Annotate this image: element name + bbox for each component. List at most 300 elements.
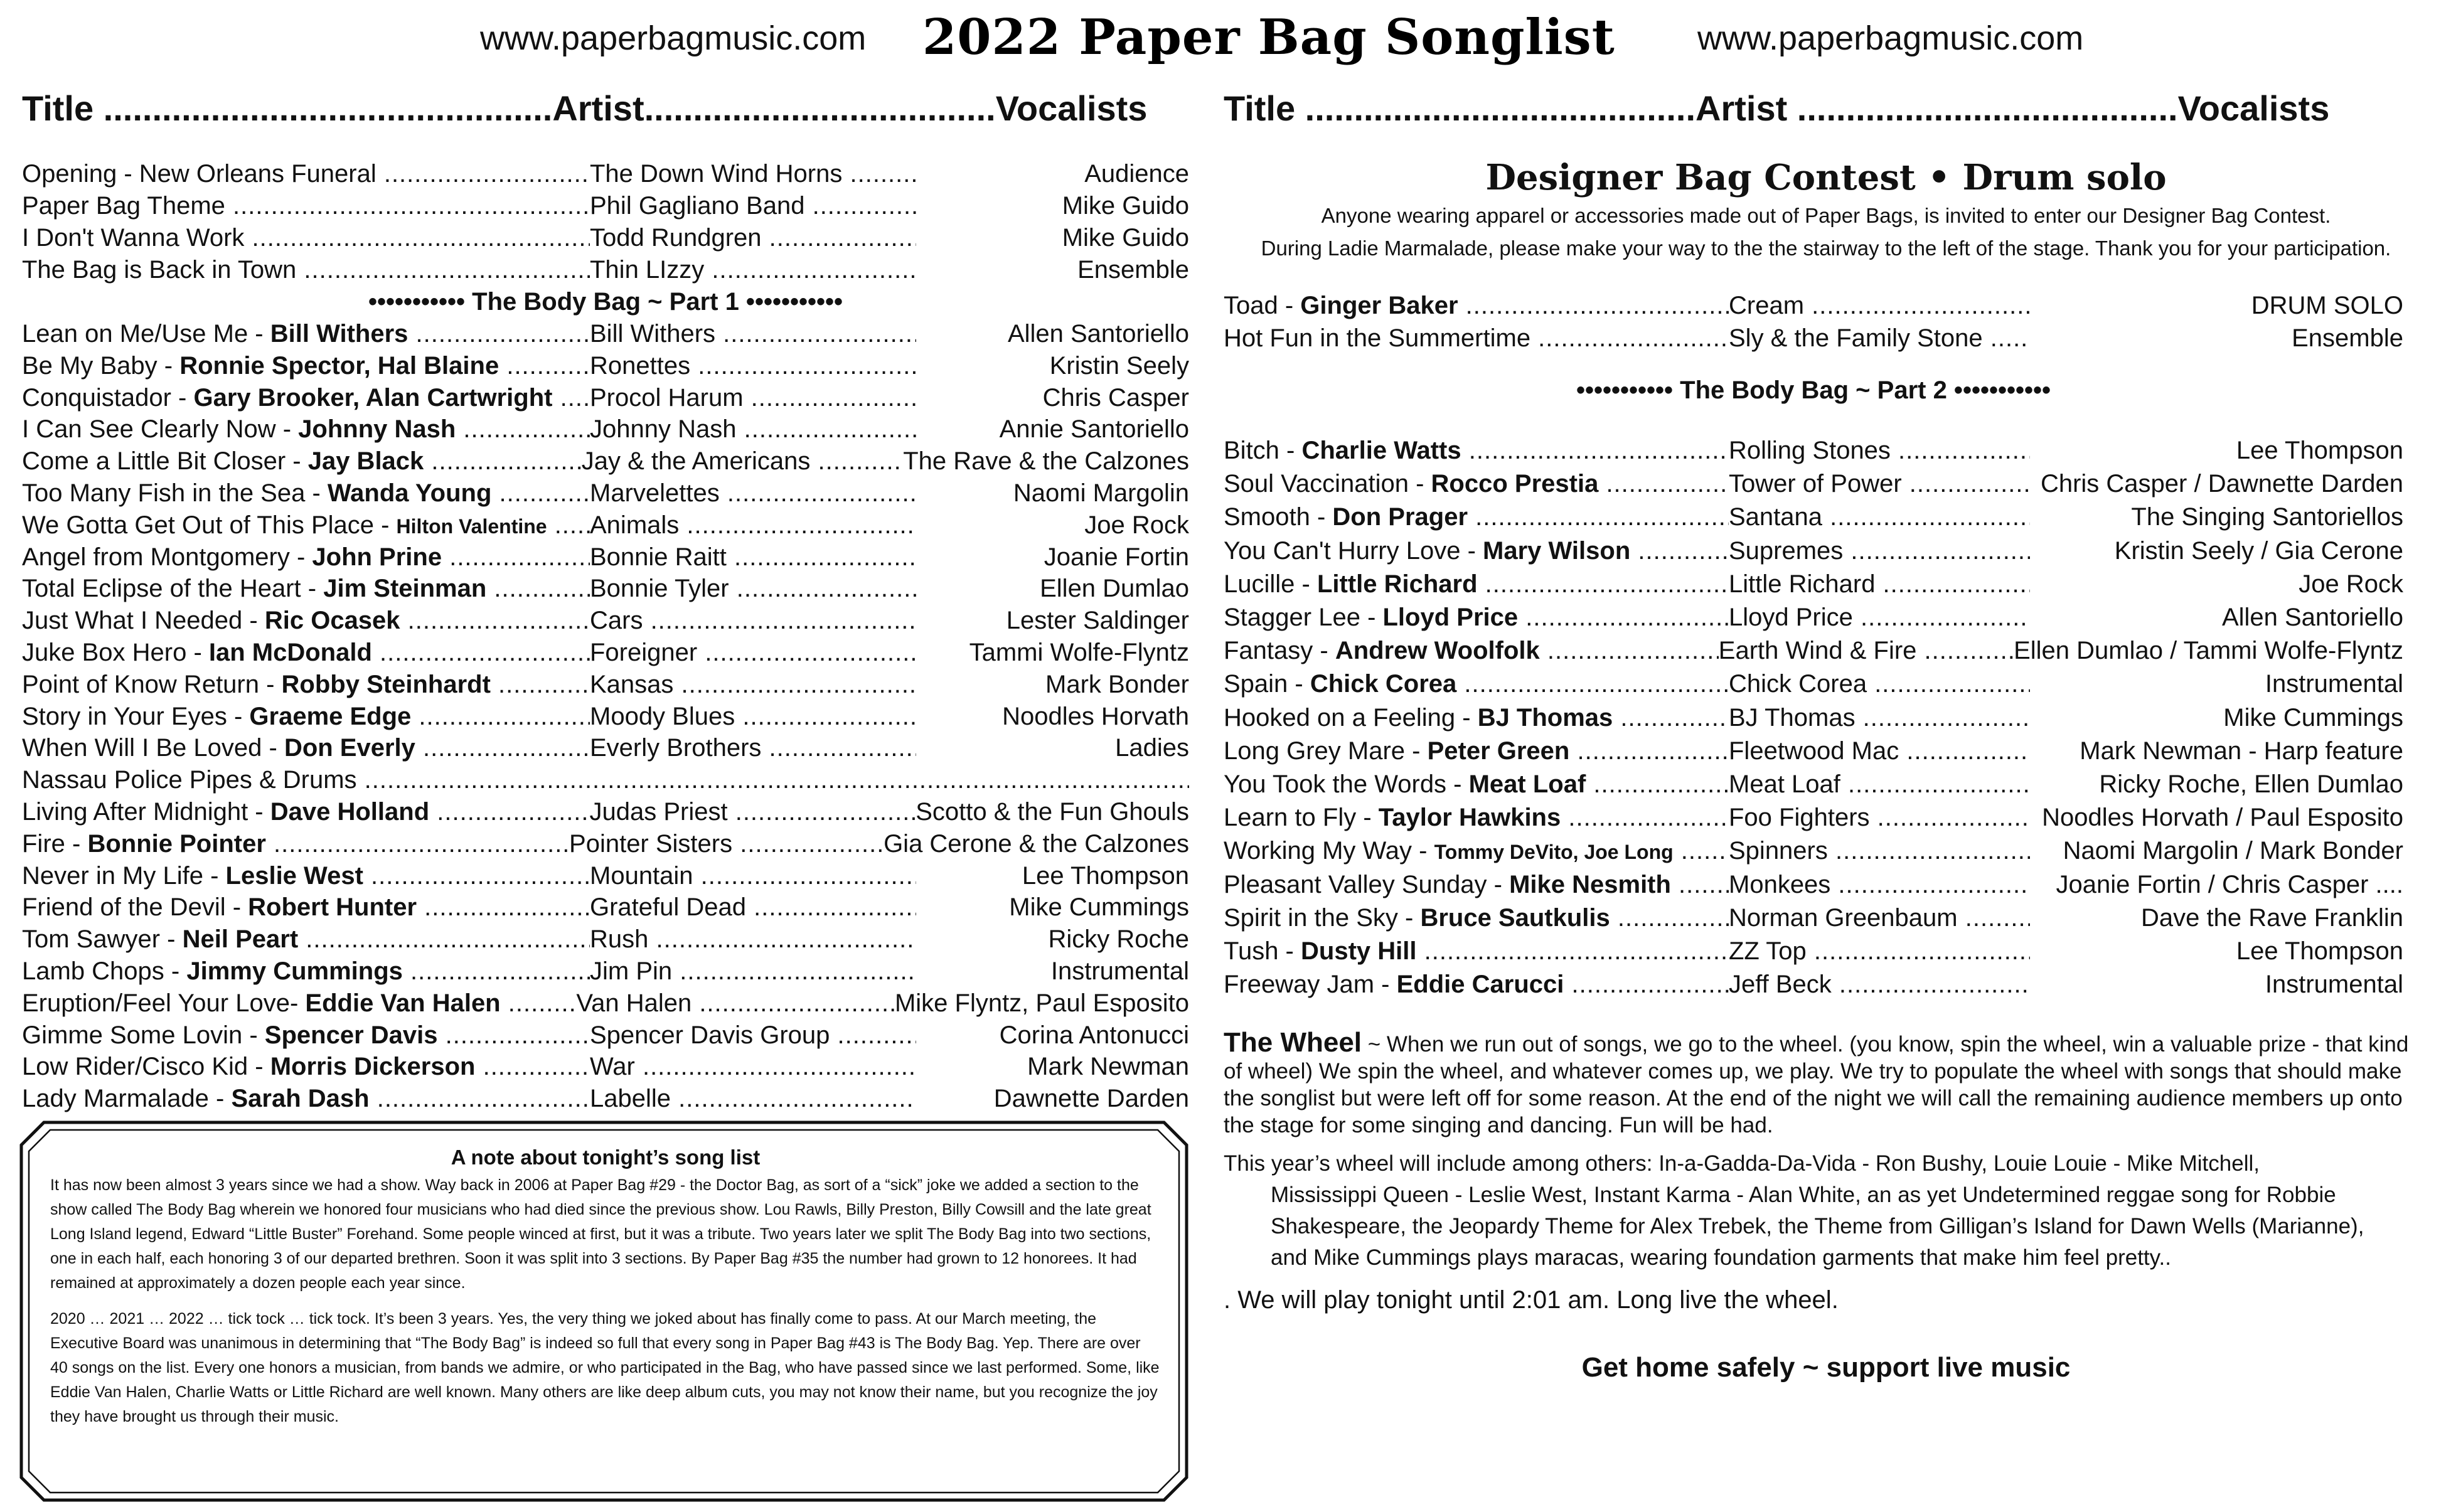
song-row	[22, 605, 1189, 637]
song-vocalists: Joanie Fortin	[1044, 543, 1189, 571]
song-vocalists: Lee Thompson	[1022, 861, 1189, 890]
song-vocalists: Mike Cummings	[1009, 893, 1189, 922]
honoree-name: Ian McDonald	[208, 639, 372, 666]
song-vocalists: Joe Rock	[1084, 511, 1189, 539]
song-artist: Lloyd Price .....	[1729, 602, 2030, 634]
song-title-text: Too Many Fish in the Sea -	[22, 479, 328, 507]
honoree-name: Ric Ocasek	[264, 607, 400, 635]
song-vocalists: Mike Guido	[1062, 224, 1189, 252]
song-row	[1224, 769, 2403, 801]
contest-text	[1224, 200, 2428, 265]
column-heading-right: Title ........................................Artist .......................................Vocalists	[1224, 88, 2330, 128]
song-vocalists: Ellen Dumlao	[1040, 575, 1189, 603]
song-row	[1224, 969, 2403, 1001]
honoree-name: Chick Corea	[1310, 670, 1457, 698]
song-artist: The Down Wind Horns .....	[590, 158, 916, 191]
honoree-name: Jimmy Cummings	[186, 957, 403, 985]
song-title-text: Bitch -	[1224, 437, 1302, 464]
song-title	[1224, 802, 1729, 834]
honoree-name: Robby Steinhardt	[281, 670, 491, 698]
song-artist: Chick Corea .....	[1729, 668, 2030, 701]
wheel-heading: The Wheel	[1224, 1027, 1362, 1058]
song-title	[22, 796, 589, 829]
song-title-text: The Bag is Back in Town	[22, 256, 297, 284]
song-artist: Johnny Nash .....	[590, 413, 916, 446]
song-title	[22, 732, 590, 765]
song-vocalists: Audience	[1084, 160, 1189, 188]
song-title-text: Nassau Police Pipes & Drums	[22, 766, 357, 794]
honoree-name: Gary Brooker, Alan Cartwright	[193, 383, 553, 412]
song-title-text: Paper Bag Theme	[22, 192, 225, 220]
song-row	[1224, 869, 2403, 902]
song-title-text: Pleasant Valley Sunday -	[1224, 870, 1510, 898]
song-title	[22, 573, 590, 605]
honoree-name: Graeme Edge	[249, 702, 412, 730]
wheel-list	[1224, 1148, 2428, 1274]
song-title	[1224, 935, 1729, 968]
song-artist: Cream .....	[1729, 290, 2030, 322]
song-artist: Bill Withers .....	[590, 318, 916, 351]
song-title-text: Opening - New Orleans Funeral	[22, 160, 376, 188]
song-title	[22, 350, 590, 383]
song-title	[1224, 322, 1729, 355]
song-title-text: Lamb Chops -	[22, 957, 187, 985]
song-title-text: Toad -	[1224, 292, 1301, 319]
song-title-text: You Can't Hurry Love -	[1224, 536, 1483, 565]
song-title-text: You Took the Words -	[1224, 770, 1469, 798]
song-vocalists: Lee Thompson	[2236, 937, 2403, 965]
song-vocalists: Naomi Margolin	[1013, 479, 1189, 507]
song-title	[1224, 635, 1719, 668]
song-artist: Todd Rundgren .....	[590, 222, 916, 255]
song-row	[1224, 468, 2403, 501]
song-title	[22, 190, 590, 223]
wheel-list-line-2: Mississippi Queen - Leslie West, Instant Karma - Alan White, an as yet Undetermined reggae song for Robbie	[1271, 1183, 2336, 1207]
column-heading-left: Title ..............................................Artist....................................Vocalists	[22, 88, 1148, 128]
honoree-name: John Prine	[312, 543, 442, 571]
song-title	[1224, 435, 1729, 467]
body-bag-part1-heading: ••••••••••• The Body Bag ~ Part 1 •••••••••••	[368, 288, 843, 316]
song-title	[1224, 468, 1729, 501]
song-title-text: Lean on Me/Use Me -	[22, 320, 270, 348]
footer-message: Get home safely ~ support live music	[1581, 1352, 2071, 1383]
song-row	[1224, 290, 2403, 322]
song-vocalists: Ensemble	[2292, 324, 2403, 352]
song-row	[22, 988, 1189, 1020]
song-artist: Jeff Beck .....	[1729, 969, 2030, 1001]
song-vocalists: Allen Santoriello	[2221, 604, 2403, 631]
song-title-text: Tush -	[1224, 937, 1301, 965]
song-row	[22, 669, 1189, 701]
song-row	[1224, 535, 2403, 568]
honoree-name: Bill Withers	[270, 320, 408, 348]
song-title	[22, 860, 590, 893]
contest-title: Designer Bag Contest • Drum solo	[1485, 157, 2167, 198]
song-title	[22, 828, 569, 861]
honoree-name: Spencer Davis	[264, 1021, 438, 1049]
song-vocalists: Mike Flyntz, Paul Esposito	[894, 989, 1189, 1017]
song-row	[1224, 802, 2403, 834]
song-title	[1224, 602, 1729, 634]
honoree-name: Peter Green	[1427, 737, 1570, 765]
song-vocalists: The Rave & the Calzones	[903, 447, 1189, 476]
song-artist: BJ Thomas .....	[1729, 702, 2030, 735]
song-title	[22, 445, 582, 478]
song-title	[1224, 869, 1729, 902]
honoree-name: Mike Nesmith	[1509, 870, 1671, 898]
song-title	[22, 254, 590, 287]
song-row	[22, 796, 1189, 829]
wheel-list-line-3: Shakespeare, the Jeopardy Theme for Alex Trebek, the Theme from Gilligan’s Island for Dawn Wells (Marianne),	[1271, 1214, 2364, 1238]
song-title-text: Soul Vaccination -	[1224, 470, 1431, 498]
song-title	[22, 605, 590, 637]
song-title	[1224, 902, 1729, 935]
song-vocalists: Dawnette Darden	[993, 1085, 1189, 1113]
honoree-name: Tommy DeVito, Joe Long	[1434, 841, 1674, 864]
song-artist: Foreigner .....	[590, 637, 916, 669]
honoree-name: Eddie Carucci	[1396, 971, 1564, 999]
song-title	[22, 956, 590, 988]
song-row	[22, 924, 1189, 956]
wheel-list-line-1: This year’s wheel will include among others: In-a-Gadda-Da-Vida - Ron Bushy, Louie Louie - Mike Mitchell,	[1224, 1151, 2260, 1176]
honoree-name: Sarah Dash	[231, 1085, 370, 1113]
song-title-text: Smooth -	[1224, 503, 1333, 531]
body-bag-part2-heading: ••••••••••• The Body Bag ~ Part 2 •••••••••••	[1576, 376, 2051, 404]
song-row	[22, 1020, 1189, 1052]
song-artist: Foo Fighters .....	[1729, 802, 2030, 834]
song-title-text: Angel from Montgomery -	[22, 543, 312, 571]
song-vocalists: Annie Santoriello	[999, 415, 1189, 444]
song-artist: Rush .....	[590, 924, 916, 956]
song-row	[1224, 568, 2403, 601]
song-row	[22, 158, 1189, 191]
honoree-name: Wanda Young	[327, 479, 492, 507]
song-row	[22, 892, 1189, 924]
song-row	[1224, 935, 2403, 968]
note-paragraph-2: 2020 … 2021 … 2022 … tick tock … tick tock. It’s been 3 years. Yes, the very thing we joked about has finally come to pass. At our March meeting, the Executive Board was unanimous in determining that “The Body Bag” is indeed so full that every song in Paper Bag #43 is The Body Bag. Yep. There are over 40 songs on the list. Every one honors a musician, from bands we admire, or who participated in the Bag, who have passed since we last performed. Some, like Eddie Van Halen, Charlie Watts or Little Richard are well known. Many others are like deep album cuts, you may not know their name, but you recognize the joy they have brought us through their music.	[50, 1310, 1160, 1425]
song-title-text: I Can See Clearly Now -	[22, 415, 299, 444]
song-title	[1224, 702, 1729, 735]
song-artist: Bonnie Tyler .....	[590, 573, 916, 605]
song-title-text: Lucille -	[1224, 570, 1317, 598]
song-title	[22, 924, 590, 956]
song-row	[22, 190, 1189, 223]
website-url-right: www.paperbagmusic.com	[1697, 19, 2084, 57]
song-artist: Van Halen .....	[576, 988, 895, 1020]
wheel-text: ~ When we run out of songs, we go to the wheel. (you know, spin the wheel, win a valuable prize - that kind of wheel) We spin the wheel, and whatever comes up, we play. We try to populate the wheel with songs that should make the songlist but were left off for some reason. At the end of the night we will call the remaining audience members up onto the stage for some singing and dancing. Fun will be had.	[1224, 1032, 2409, 1137]
song-title-text: Story in Your Eyes -	[22, 702, 250, 730]
contest-line-1: Anyone wearing apparel or accessories made out of Paper Bags, is invited to enter our Designer Bag Contest.	[1321, 204, 2331, 227]
song-title	[22, 222, 590, 255]
song-vocalists: Chris Casper	[1042, 383, 1189, 412]
website-url-left: www.paperbagmusic.com	[480, 19, 867, 57]
song-artist: Judas Priest .....	[589, 796, 916, 829]
wheel-list-line-4: and Mike Cummings plays maracas, wearing foundation garments that make him feel pretty..	[1271, 1245, 2171, 1270]
song-title-text: Gimme Some Lovin -	[22, 1021, 265, 1049]
song-title	[22, 701, 590, 733]
song-row	[1224, 668, 2403, 701]
song-row	[22, 254, 1189, 287]
song-row	[22, 732, 1189, 765]
song-title	[22, 541, 590, 574]
song-row	[22, 382, 1189, 415]
song-vocalists: Kristin Seely	[1049, 351, 1189, 380]
song-vocalists: Tammi Wolfe-Flyntz	[969, 639, 1189, 666]
song-vocalists: Scotto & the Fun Ghouls	[916, 798, 1189, 826]
honoree-name: Bonnie Pointer	[87, 829, 266, 858]
song-title	[1224, 835, 1729, 868]
song-title-text: Be My Baby -	[22, 351, 180, 380]
song-title-text: Fantasy -	[1224, 637, 1335, 665]
song-vocalists: Instrumental	[1050, 957, 1189, 985]
song-vocalists: Corina Antonucci	[999, 1021, 1189, 1049]
song-row	[22, 956, 1189, 988]
honoree-name: Dusty Hill	[1301, 937, 1417, 965]
song-title	[1224, 568, 1729, 601]
song-row	[22, 1051, 1189, 1083]
honoree-name: Rocco Prestia	[1431, 470, 1599, 498]
song-artist: Procol Harum .....	[590, 382, 916, 415]
song-row	[1224, 501, 2403, 534]
song-row	[22, 222, 1189, 255]
honoree-name: Meat Loaf	[1468, 770, 1586, 798]
song-title-text: Freeway Jam -	[1224, 971, 1397, 999]
song-title	[22, 382, 590, 415]
song-vocalists: Ladies	[1115, 734, 1189, 762]
song-row	[22, 1083, 1189, 1115]
song-title-text: Low Rider/Cisco Kid -	[22, 1053, 270, 1081]
song-row	[22, 509, 1189, 542]
song-vocalists: Lester Saldinger	[1006, 607, 1189, 635]
song-title	[22, 764, 1189, 797]
song-title	[1224, 290, 1729, 322]
song-vocalists: Instrumental	[2265, 971, 2403, 999]
song-vocalists: Chris Casper / Dawnette Darden	[2040, 470, 2403, 498]
honoree-name: Don Prager	[1332, 503, 1468, 531]
song-title-text: Stagger Lee -	[1224, 604, 1383, 631]
honoree-name: Don Everly	[284, 734, 415, 762]
song-artist: Earth Wind & Fire .....	[1719, 635, 2014, 668]
honoree-name: Bruce Sautkulis	[1420, 903, 1610, 932]
song-artist: Ronettes .....	[590, 350, 916, 383]
note-section	[50, 1145, 1161, 1440]
song-artist: Kansas .....	[590, 669, 916, 701]
song-artist: Fleetwood Mac .....	[1729, 735, 2030, 768]
song-title	[22, 413, 590, 446]
song-vocalists: Ricky Roche, Ellen Dumlao	[2099, 770, 2403, 798]
song-row	[22, 860, 1189, 893]
song-title	[1224, 668, 1729, 701]
song-title-text: Spain -	[1224, 670, 1310, 698]
song-row	[1224, 902, 2403, 935]
song-title	[22, 892, 590, 924]
song-artist: Thin LIzzy .....	[590, 254, 916, 287]
song-title-text: Lady Marmalade -	[22, 1085, 232, 1113]
song-vocalists: Ricky Roche	[1048, 925, 1189, 954]
song-vocalists: Mark Newman - Harp feature	[2080, 737, 2403, 765]
song-title-text: Living After Midnight -	[22, 798, 270, 826]
song-title	[22, 1083, 590, 1115]
song-title-text: Fire -	[22, 829, 88, 858]
song-title	[1224, 769, 1729, 801]
song-row	[22, 350, 1189, 383]
honoree-name: Lloyd Price	[1382, 604, 1519, 631]
contest-line-2: During Ladie Marmalade, please make your way to the the stairway to the left of the stage. Thank you for your participation.	[1261, 237, 2391, 260]
honoree-name: Neil Peart	[182, 925, 299, 954]
song-vocalists: Lee Thompson	[2236, 437, 2403, 464]
song-row	[22, 541, 1189, 574]
honoree-name: Hilton Valentine	[396, 514, 547, 538]
song-vocalists: Naomi Margolin / Mark Bonder	[2063, 837, 2403, 865]
song-artist: Moody Blues .....	[590, 701, 916, 733]
note-title: A note about tonight’s song list	[451, 1146, 761, 1169]
song-artist: Animals .....	[590, 509, 916, 542]
song-title-text: Tom Sawyer -	[22, 925, 183, 954]
honoree-name: Eddie Van Halen	[305, 989, 501, 1017]
song-title	[22, 988, 576, 1020]
honoree-name: Taylor Hawkins	[1378, 804, 1561, 832]
song-title	[1224, 535, 1729, 568]
song-title-text: Friend of the Devil -	[22, 893, 248, 922]
song-artist: Mountain .....	[590, 860, 916, 893]
song-vocalists: Kristin Seely / Gia Cerone	[2114, 536, 2403, 565]
honoree-name: Morris Dickerson	[270, 1053, 476, 1081]
song-vocalists: Ensemble	[1077, 256, 1189, 284]
song-artist: Sly & the Family Stone .....	[1729, 322, 2030, 355]
song-row	[22, 828, 1189, 861]
song-artist: Meat Loaf .....	[1729, 769, 2030, 801]
song-vocalists: Joe Rock	[2299, 570, 2403, 598]
song-row	[1224, 322, 2403, 355]
song-title-text: We Gotta Get Out of This Place -	[22, 511, 397, 539]
song-vocalists: Mike Cummings	[2223, 703, 2403, 732]
honoree-name: Mary Wilson	[1483, 536, 1631, 565]
song-vocalists: Noodles Horvath	[1002, 702, 1189, 730]
song-vocalists: Allen Santoriello	[1007, 320, 1189, 348]
song-vocalists: Mike Guido	[1062, 192, 1189, 220]
song-row	[22, 445, 1189, 478]
song-artist: War .....	[590, 1051, 916, 1083]
song-artist: Norman Greenbaum .....	[1729, 902, 2030, 935]
note-paragraph-1: It has now been almost 3 years since we had a show. Way back in 2006 at Paper Bag #29 - the Doctor Bag, as sort of a “sick” joke we added a section to the show called The Body Bag wherein we honored four musicians who had died since the previous show. Lou Rawls, Billy Preston, Billy Cowsill and the late great Long Island legend, Edward “Little Buster” Forehand. Some people winced at first, but it was a tribute. Two years later we split The Body Bag into two sections, one in each half, each honoring 3 of our departed brethren. Soon it was split into 3 sections. By Paper Bag #35 the number had grown to 12 honorees. It had remained at approximately a dozen people each year since.	[50, 1176, 1151, 1292]
song-title-text: Long Grey Mare -	[1224, 737, 1428, 765]
song-title	[22, 318, 590, 351]
song-row	[1224, 735, 2403, 768]
song-artist: Bonnie Raitt .....	[590, 541, 916, 574]
song-title-text: Conquistador -	[22, 383, 194, 412]
song-title-text: Never in My Life -	[22, 861, 226, 890]
song-title-text: Juke Box Hero -	[22, 639, 209, 666]
honoree-name: Leslie West	[225, 861, 363, 890]
song-artist: ZZ Top .....	[1729, 935, 2030, 968]
song-title	[22, 637, 590, 669]
song-artist: Jim Pin .....	[590, 956, 916, 988]
song-row	[22, 701, 1189, 733]
song-vocalists: DRUM SOLO	[2251, 292, 2403, 319]
song-artist: Little Richard .....	[1729, 568, 2030, 601]
song-artist: Cars .....	[590, 605, 916, 637]
honoree-name: Ronnie Spector, Hal Blaine	[179, 351, 499, 380]
song-vocalists: Instrumental	[2265, 670, 2403, 698]
song-artist: Santana .....	[1729, 501, 2030, 534]
honoree-name: Dave Holland	[270, 798, 430, 826]
song-row	[22, 477, 1189, 510]
song-title	[22, 158, 590, 191]
song-row	[22, 764, 1189, 797]
song-title	[1224, 969, 1729, 1001]
song-title	[22, 1020, 590, 1052]
song-title-text: Eruption/Feel Your Love-	[22, 989, 306, 1017]
song-vocalists: The Singing Santoriellos	[2131, 503, 2403, 531]
song-title	[22, 477, 590, 510]
song-vocalists: Dave the Rave Franklin	[2141, 903, 2403, 932]
song-artist: Jay & the Americans .....	[582, 445, 903, 478]
song-artist: Rolling Stones .....	[1729, 435, 2030, 467]
song-title-text: Total Eclipse of the Heart -	[22, 575, 324, 603]
song-row	[1224, 435, 2403, 467]
song-artist: Labelle .....	[590, 1083, 916, 1115]
song-artist: Monkees .....	[1729, 869, 2030, 902]
wheel-section	[1224, 1029, 2428, 1139]
song-vocalists: Ellen Dumlao / Tammi Wolfe-Flyntz	[2014, 637, 2403, 665]
song-artist: Phil Gagliano Band .....	[590, 190, 916, 223]
song-title	[1224, 501, 1729, 534]
song-title-text: I Don't Wanna Work	[22, 224, 245, 252]
song-title	[22, 1051, 590, 1083]
song-artist: Marvelettes .....	[590, 477, 916, 510]
song-row	[22, 413, 1189, 446]
honoree-name: Little Richard	[1316, 570, 1478, 598]
song-row	[1224, 835, 2403, 868]
song-vocalists: Gia Cerone & the Calzones	[884, 829, 1189, 858]
song-vocalists: Joanie Fortin / Chris Casper ....	[2056, 870, 2403, 898]
song-artist: Grateful Dead .....	[590, 892, 916, 924]
song-artist: Pointer Sisters .....	[569, 828, 884, 861]
song-artist: Tower of Power .....	[1729, 468, 2030, 501]
song-row	[22, 318, 1189, 351]
honoree-name: Johnny Nash	[298, 415, 456, 444]
song-row	[1224, 702, 2403, 735]
page-title: 2022 Paper Bag Songlist	[922, 9, 1615, 66]
song-vocalists: Mark Newman	[1027, 1053, 1189, 1081]
honoree-name: Charlie Watts	[1301, 437, 1461, 464]
song-title-text: When Will I Be Loved -	[22, 734, 284, 762]
song-vocalists: Noodles Horvath / Paul Esposito	[2042, 804, 2403, 832]
honoree-name: Jay Black	[307, 447, 424, 476]
song-row	[1224, 635, 2403, 668]
song-title-text: Hot Fun in the Summertime	[1224, 324, 1531, 352]
song-title	[22, 509, 590, 542]
song-title-text: Hooked on a Feeling -	[1224, 703, 1478, 732]
song-artist: Spencer Davis Group .....	[590, 1020, 916, 1052]
song-row	[1224, 602, 2403, 634]
song-title-text: Working My Way -	[1224, 837, 1434, 865]
song-row	[22, 573, 1189, 605]
honoree-name: Ginger Baker	[1300, 292, 1458, 319]
wheel-closing: . We will play tonight until 2:01 am. Long live the wheel.	[1224, 1286, 1839, 1314]
song-title-text: Come a Little Bit Closer -	[22, 447, 308, 476]
honoree-name: Andrew Woolfolk	[1335, 637, 1540, 665]
honoree-name: Robert Hunter	[248, 893, 417, 922]
song-artist: Everly Brothers .....	[590, 732, 916, 765]
song-title	[1224, 735, 1729, 768]
song-title-text: Just What I Needed -	[22, 607, 265, 635]
song-title-text: Spirit in the Sky -	[1224, 903, 1421, 932]
song-title-text: Point of Know Return -	[22, 670, 282, 698]
song-title-text: Learn to Fly -	[1224, 804, 1379, 832]
song-title	[22, 669, 590, 701]
song-artist: Spinners .....	[1729, 835, 2030, 868]
